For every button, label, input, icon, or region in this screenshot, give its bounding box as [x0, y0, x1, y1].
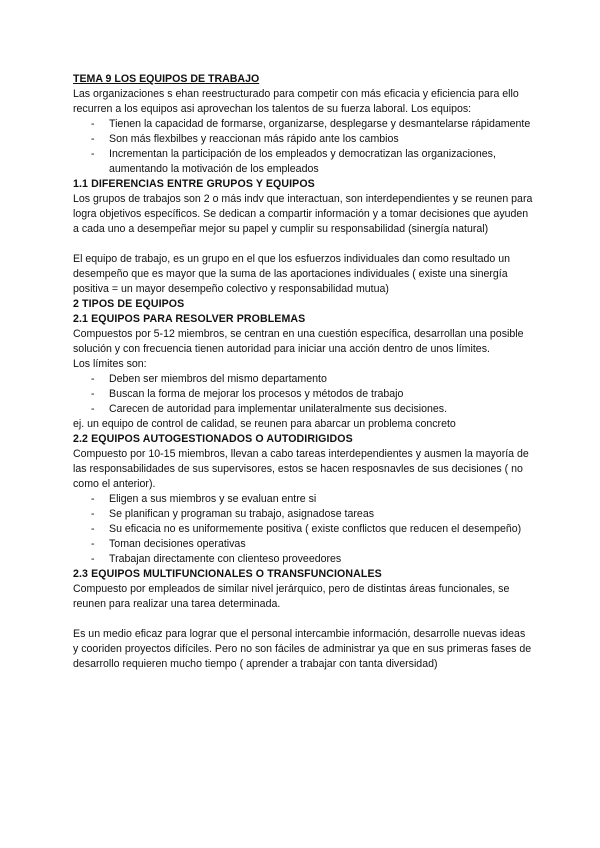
list-item: - Tienen la capacidad de formarse, organizarse, desplegarse y desmantelarse rápidamente	[73, 117, 533, 132]
list-item: - Toman decisiones operativas	[73, 537, 533, 552]
list-item: - Son más flexbilbes y reaccionan más rápido ante los cambios	[73, 132, 533, 147]
section-heading-2: 2 TIPOS DE EQUIPOS	[73, 298, 185, 310]
limits-label: Los límites son:	[73, 358, 147, 370]
list-item: - Carecen de autoridad para implementar unilateralmente sus decisiones.	[73, 402, 533, 417]
cross-functional-benefits-paragraph: Es un medio eficaz para lograr que el personal intercambie información, desarrolle nuevas ideas y cooriden proyectos difíciles. Pero no son fáciles de administrar ya que en sus primeras fases de desarrollo requieren mucho tiempo ( aprender a trabajar con tanta diversidad)	[73, 628, 532, 670]
list-item: - Su eficacia no es uniformemente positiva ( existe conflictos que reducen el desempeño)	[73, 522, 533, 537]
section-heading-2-3: 2.3 EQUIPOS MULTIFUNCIONALES O TRANSFUNCIONALES	[73, 568, 382, 580]
problem-solving-paragraph: Compuestos por 5-12 miembros, se centran en una cuestión específica, desarrollan una posible solución y con frecuencia tienen autoridad para iniciar una acción dentro de unos límites.	[73, 328, 524, 355]
cross-functional-paragraph: Compuesto por empleados de similar nivel jerárquico, pero de distintas áreas funcionales, se reunen para realizar una tarea determinada.	[73, 583, 510, 610]
document-page	[73, 72, 533, 672]
list-item: - Incrementan la participación de los empleados y democratizan las organizaciones, aumentando la motivación de los empleados	[73, 147, 533, 177]
section-heading-2-2: 2.2 EQUIPOS AUTOGESTIONADOS O AUTODIRIGIDOS	[73, 433, 353, 445]
section-heading-2-1: 2.1 EQUIPOS PARA RESOLVER PROBLEMAS	[73, 313, 306, 325]
section-heading-1-1: 1.1 DIFERENCIAS ENTRE GRUPOS Y EQUIPOS	[73, 178, 315, 190]
paragraph-spacer	[73, 237, 533, 252]
intro-bullet-list	[73, 117, 533, 177]
list-item: - Trabajan directamente con clienteso proveedores	[73, 552, 533, 567]
limits-bullet-list	[73, 372, 533, 417]
teams-paragraph: El equipo de trabajo, es un grupo en el que los esfuerzos individuales dan como resultado un desempeño que es mayor que la suma de las aportaciones individuales ( existe una sinergía positiva = un mayor desempeño colectivo y responsabilidad mutua)	[73, 253, 510, 295]
list-item: - Deben ser miembros del mismo departamento	[73, 372, 533, 387]
self-managed-paragraph: Compuesto por 10-15 miembros, llevan a cabo tareas interdependientes y ausmen la mayoría de las responsabilidades de sus supervisores, estos se hacen resposnavles de sus decisiones ( no como el anterior).	[73, 448, 529, 490]
intro-paragraph: Las organizaciones s ehan reestructurado para competir con más eficacia y eficiencia para ello recurren a los equipos asi aprovechan los talentos de su fuerza laboral. Los equipos:	[73, 88, 519, 115]
example-line: ej. un equipo de control de calidad, se reunen para abarcar un problema concreto	[73, 418, 456, 430]
groups-paragraph: Los grupos de trabajos son 2 o más indv que interactuan, son interdependientes y se reunen para logra objetivos específicos. Se dedican a compartir información y a tomar decisiones que ayuden a cada uno a desempeñar mejor su papel y cumplir su responsabilidad (sinergía natural)	[73, 193, 533, 235]
self-managed-bullet-list	[73, 492, 533, 567]
paragraph-spacer	[73, 612, 533, 627]
list-item: - Eligen a sus miembros y se evaluan entre si	[73, 492, 533, 507]
list-item: - Se planifican y programan su trabajo, asignadose tareas	[73, 507, 533, 522]
document-title: TEMA 9 LOS EQUIPOS DE TRABAJO	[73, 73, 260, 85]
list-item: - Buscan la forma de mejorar los procesos y métodos de trabajo	[73, 387, 533, 402]
